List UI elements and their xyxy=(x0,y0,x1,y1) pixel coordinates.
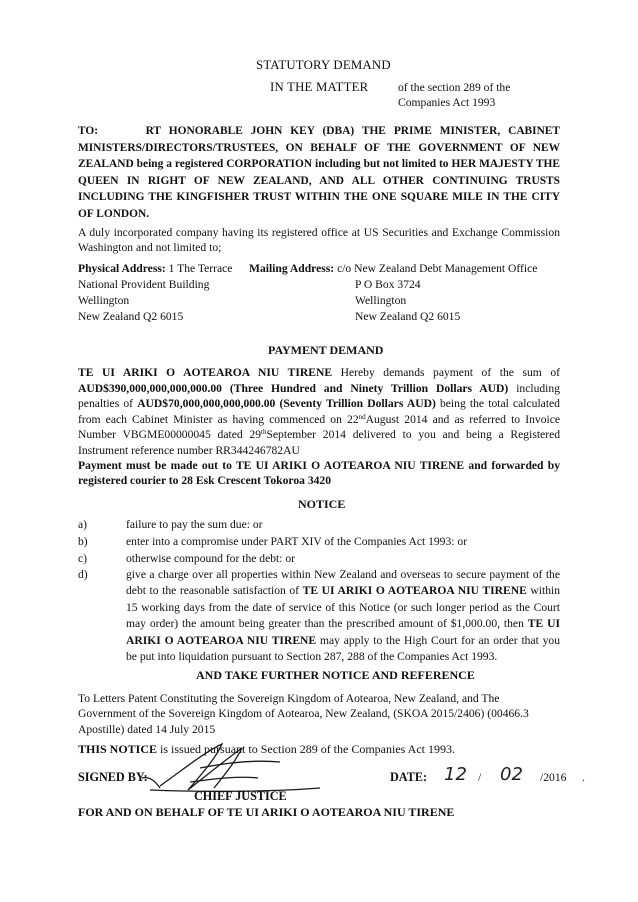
ordinal-suffix-1: nd xyxy=(358,412,366,421)
notice-item-letter: d) xyxy=(78,568,88,581)
addressee-block xyxy=(78,123,560,222)
date-label: DATE: xyxy=(390,770,428,784)
penalty-amount: AUD$70,000,000,000,000.00 (Seventy Trillion Dollars AUD) xyxy=(137,397,436,411)
charge-text-3: may apply to the High Court for an order that you be put into liquidation pursuant to Section 287, 288 of the Companies Act 1993. xyxy=(126,633,561,664)
physical-address-line3: Wellington xyxy=(78,294,130,307)
payment-demand-paragraph xyxy=(78,365,560,459)
notice-item-text: enter into a compromise under PART XIV of the Companies Act 1993: or xyxy=(126,535,468,548)
date-period: . xyxy=(582,771,585,784)
entity-name: TE UI ARIKI O AOTEAROA NIU TIRENE xyxy=(78,366,333,379)
physical-address-line2: National Provident Building xyxy=(78,278,210,291)
on-behalf-line: FOR AND ON BEHALF OF TE UI ARIKI O AOTEAROA NIU TIRENE xyxy=(78,805,455,819)
addressee-text: RT HONORABLE JOHN KEY (DBA) THE PRIME MINISTER, CABINET MINISTERS/DIRECTORS/TRUSTEES, ON BEHALF OF THE GOVERNMENT OF NEW ZEALAND being a registered CORPORATION including but not limited to HER MAJESTY THE QUEEN IN RIGHT OF NEW ZEALAND, AND ALL OTHER CONTINUING TRUSTS INCLUDING THE KINGFISHER TRUST WITHIN THE ONE SQUARE MILE IN THE CITY OF LONDON. xyxy=(78,125,560,220)
further-notice-heading: AND TAKE FURTHER NOTICE AND REFERENCE xyxy=(196,668,475,682)
total-amount: AUD$390,000,000,000,000.00 (Three Hundred and Ninety Trillion Dollars AUD) xyxy=(78,381,509,395)
ordinal-suffix-2: th xyxy=(261,428,267,437)
notice-item-letter: c) xyxy=(78,552,88,565)
mailing-address-line2: P O Box 3724 xyxy=(355,278,421,291)
incorporation-text: A duly incorporated company having its registered office at US Securities and Exchange Commission Washington and not limited to; xyxy=(78,226,560,255)
notice-item-letter: a) xyxy=(78,518,88,531)
payment-demand-heading: PAYMENT DEMAND xyxy=(268,343,384,357)
chief-justice-title: CHIEF JUSTICE xyxy=(194,789,287,803)
notice-item-text: failure to pay the sum due: or xyxy=(126,518,263,531)
further-notice-text: To Letters Patent Constituting the Sovereign Kingdom of Aotearoa, New Zealand, and The Government of the Sovereign Kingdom of Aotearoa, New Zealand, (SKOA 2015/2406) (00466.3 Apostille) dated 14 July 2015 xyxy=(78,692,529,736)
demand-text-2: including penalties of xyxy=(78,381,560,411)
demand-text-4: August 2014 and as referred to Invoice Number VBGME00000045 dated 29 xyxy=(78,412,561,442)
physical-address-label: Physical Address: xyxy=(78,262,166,275)
demand-text-1: Hereby demands payment of the sum of xyxy=(332,366,560,379)
section-reference-line1: of the section 289 of the xyxy=(398,81,511,94)
notice-item-text: otherwise compound for the debt: or xyxy=(126,552,296,565)
entity-name: TE UI ARIKI O AOTEAROA NIU TIRENE xyxy=(302,584,527,598)
physical-address-line1 xyxy=(78,261,232,276)
date-month: 02 xyxy=(500,764,523,785)
mailing-address-line4: New Zealand Q2 6015 xyxy=(355,310,461,323)
charge-text-1: give a charge over all properties within New Zealand and overseas to secure payment of the debt to the reasonable satisfaction of xyxy=(126,568,560,598)
charge-text-2: within 15 working days from the date of service of this Notice (or such longer period as the Court may order) the amount being greater than the prescribed amount of $1,000.00, then xyxy=(126,584,561,631)
mailing-address-line3: Wellington xyxy=(355,294,407,307)
this-notice-label: THIS NOTICE xyxy=(78,742,158,756)
demand-text-3: being the total calculated from each Cabinet Minister as having commenced on 22 xyxy=(78,397,560,426)
issued-text: is issued pursuant to Section 289 of the Companies Act 1993. xyxy=(157,742,456,756)
demand-text-5: September 2014 delivered to you and being a Registered Instrument reference number RR344246782AU xyxy=(78,428,561,457)
date-separator: / xyxy=(478,771,482,784)
payment-instruction: Payment must be made out to TE UI ARIKI O AOTEAROA NIU TIRENE and forwarded by registered courier to 28 Esk Crescent Tokoroa 3420 xyxy=(78,459,560,488)
document-title: STATUTORY DEMAND xyxy=(256,58,391,72)
physical-address-line4: New Zealand Q2 6015 xyxy=(78,310,184,323)
date-day: 12 xyxy=(444,764,467,785)
section-reference-line2: Companies Act 1993 xyxy=(398,96,496,109)
to-label: TO: xyxy=(78,125,99,137)
in-the-matter-label: IN THE MATTER xyxy=(270,80,369,94)
mailing-address-street: c/o New Zealand Debt Management Office xyxy=(337,262,538,275)
signed-by-label: SIGNED BY: xyxy=(78,770,148,784)
mailing-address-label: Mailing Address: xyxy=(249,262,335,275)
notice-item-text xyxy=(126,567,560,665)
mailing-address-line1 xyxy=(249,261,537,276)
entity-name: TE UI ARIKI O AOTEAROA NIU TIRENE xyxy=(126,617,561,647)
date-year: /2016 xyxy=(540,771,567,784)
physical-address-street: 1 The Terrace xyxy=(168,262,233,275)
notice-item-letter: b) xyxy=(78,535,88,548)
notice-heading: NOTICE xyxy=(298,497,346,511)
